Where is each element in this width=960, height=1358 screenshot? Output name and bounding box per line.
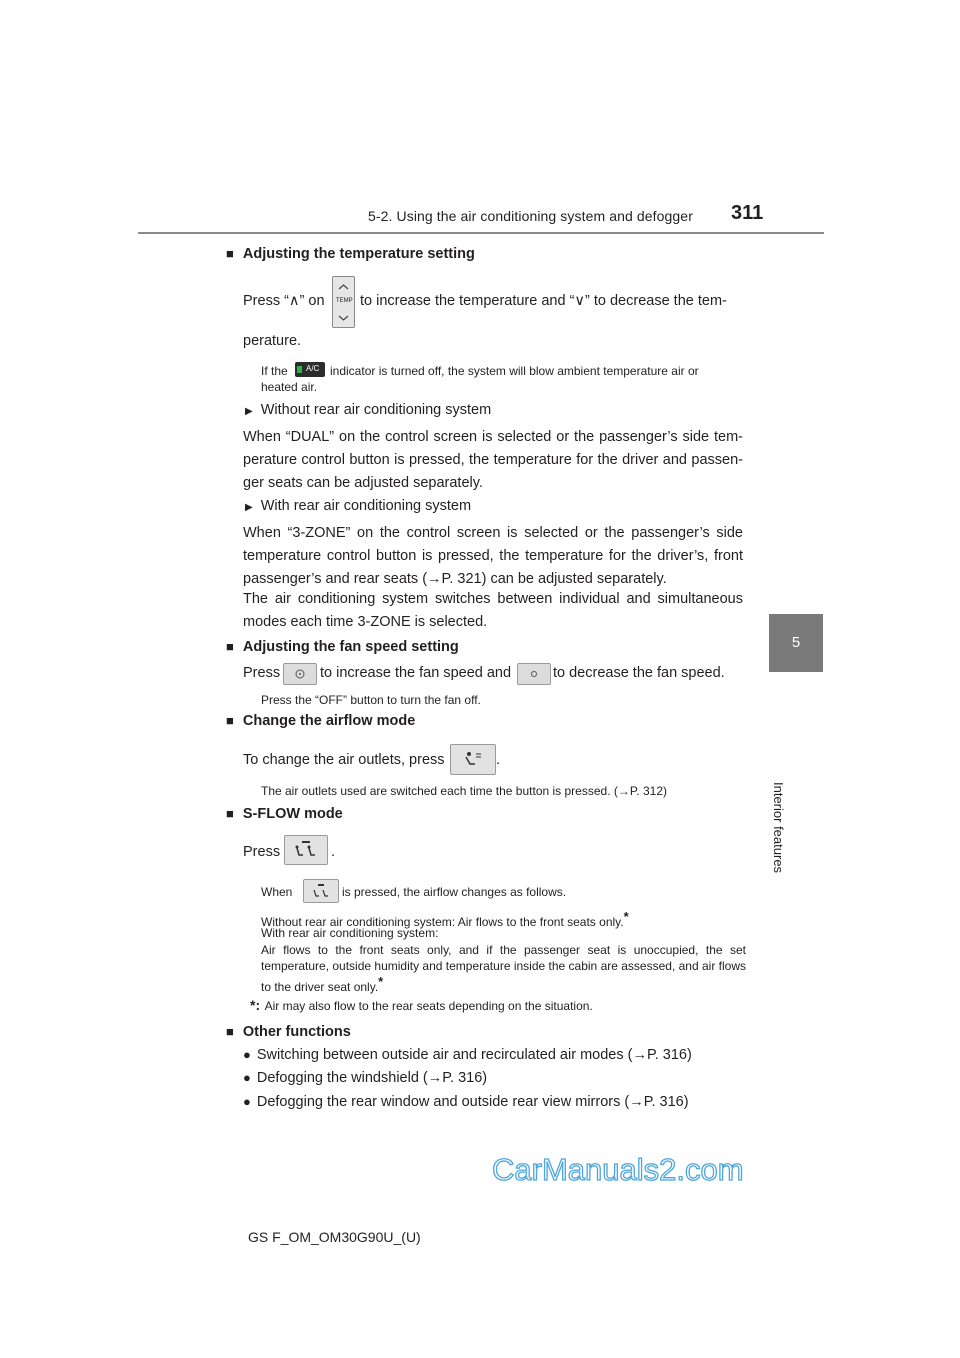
sflow-button-icon <box>284 835 328 865</box>
without-rear-text: When “DUAL” on the control screen is selected or the passenger’s side tem-perature control button is pressed, the temperature for the driver and passen-ger seats can be adjusted separately. <box>243 429 743 491</box>
chapter-label: Interior features <box>771 782 786 874</box>
sflow-seats-small-icon <box>304 880 338 902</box>
fan-small-icon <box>518 664 550 684</box>
sflow-when-post: is pressed, the airflow changes as follows. <box>342 885 567 899</box>
asterisk-mark: * <box>378 974 384 989</box>
temp-button-label: TEMP <box>336 298 353 304</box>
airflow-period: . <box>496 752 501 768</box>
switch-mode-text: The air conditioning system switches between individual and simultaneous modes each time 3-ZONE is selected. <box>243 591 743 630</box>
ac-note-pre: If the <box>261 364 288 378</box>
asterisk-mark: * <box>623 909 629 924</box>
square-bullet-icon: ■ <box>226 639 234 654</box>
fan-mid: to increase the fan speed and <box>320 665 512 681</box>
header-rule <box>138 232 824 234</box>
ac-note-post: indicator is turned off, the system will blow ambient temperature air or <box>330 364 699 378</box>
ac-indicator-lamp <box>297 366 302 373</box>
airflow-heading: ■ Change the airflow mode <box>226 713 416 729</box>
square-bullet-icon: ■ <box>226 1024 234 1039</box>
page-number: 311 <box>731 202 764 224</box>
sflow-period: . <box>331 844 336 860</box>
doc-code: GS F_OM_OM30G90U_(U) <box>248 1229 421 1245</box>
sflow-when-pre: When <box>261 885 293 899</box>
list-item: ● Defogging the rear window and outside rear view mirrors (→P. 316) <box>243 1094 689 1110</box>
ac-note-line2: heated air. <box>261 380 318 394</box>
circle-bullet-icon: ● <box>243 1094 251 1109</box>
sflow-with-rear-text: Air flows to the front seats only, and if the passenger seat is unoccupied, the set temperature, outside humidity and temperature inside the cabin are assessed, and air flows to the driver seat only.* <box>261 943 746 994</box>
temp-instruction-line2: perature. <box>243 333 302 349</box>
footnote-text: Air may also flow to the rear seats depending on the situation. <box>264 999 593 1013</box>
without-rear-subheading: ▶ Without rear air conditioning system <box>245 402 492 418</box>
fan-note: Press the “OFF” button to turn the fan off. <box>261 693 481 707</box>
sflow-seats-icon <box>285 836 327 864</box>
airflow-mode-button-icon <box>450 744 496 775</box>
list-item: ● Switching between outside air and recirculated air modes (→P. 316) <box>243 1047 692 1063</box>
temp-instruction-line1: Press “∧” on <box>243 293 325 309</box>
temperature-heading <box>226 245 475 263</box>
heading-text: Adjusting the temperature setting <box>242 246 475 262</box>
temp-instruction-line1-rest: to increase the temperature and “∨” to decrease the tem- <box>360 293 727 309</box>
other-heading: ■ Other functions <box>226 1024 351 1040</box>
fan-decrease-button-icon <box>517 663 551 685</box>
list-item: ● Defogging the windshield (→P. 316) <box>243 1070 488 1086</box>
triangle-bullet-icon: ▶ <box>245 502 253 513</box>
section-title: 5-2. Using the air conditioning system and defogger <box>368 208 693 224</box>
square-bullet-icon: ■ <box>226 713 234 728</box>
airflow-note: The air outlets used are switched each time the button is pressed. (→P. 312) <box>261 784 667 798</box>
chapter-tab: 5 <box>769 614 823 672</box>
triangle-bullet-icon: ▶ <box>245 406 253 417</box>
square-bullet-icon: ■ <box>226 246 234 261</box>
with-rear-subheading: ▶ With rear air conditioning system <box>245 498 472 514</box>
temp-button-icon <box>332 276 355 328</box>
sflow-press: Press <box>243 844 281 860</box>
fan-heading: ■ Adjusting the fan speed setting <box>226 639 459 655</box>
circle-bullet-icon: ● <box>243 1070 251 1085</box>
square-bullet-icon: ■ <box>226 806 234 821</box>
with-rear-text: When “3-ZONE” on the control screen is selected or the passenger’s side temperature control button is pressed, the temperature for the driver’s, front passenger’s and rear seats (→P. 321) can be adjusted separately. <box>243 525 743 587</box>
sflow-with-rear-label: With rear air conditioning system: <box>261 926 439 940</box>
circle-bullet-icon: ● <box>243 1047 251 1062</box>
ac-indicator-label: A/C <box>306 364 320 373</box>
fan-end: to decrease the fan speed. <box>553 665 725 681</box>
ac-indicator-icon <box>295 362 325 377</box>
watermark-logo <box>492 1152 754 1186</box>
sflow-heading: ■ S-FLOW mode <box>226 806 343 822</box>
airflow-text: To change the air outlets, press <box>243 752 445 768</box>
sflow-button-small-icon <box>303 879 339 903</box>
footnote <box>250 997 593 1015</box>
watermark-text: CarManuals2.com <box>492 1152 744 1186</box>
fan-increase-button-icon <box>283 663 317 685</box>
sflow-without-rear: Without rear air conditioning system: Air flows to the front seats only.* <box>261 909 629 929</box>
airflow-person-icon <box>451 745 495 774</box>
fan-press: Press <box>243 665 281 681</box>
fan-icon <box>284 664 316 684</box>
footnote-mark: *: <box>250 997 261 1013</box>
